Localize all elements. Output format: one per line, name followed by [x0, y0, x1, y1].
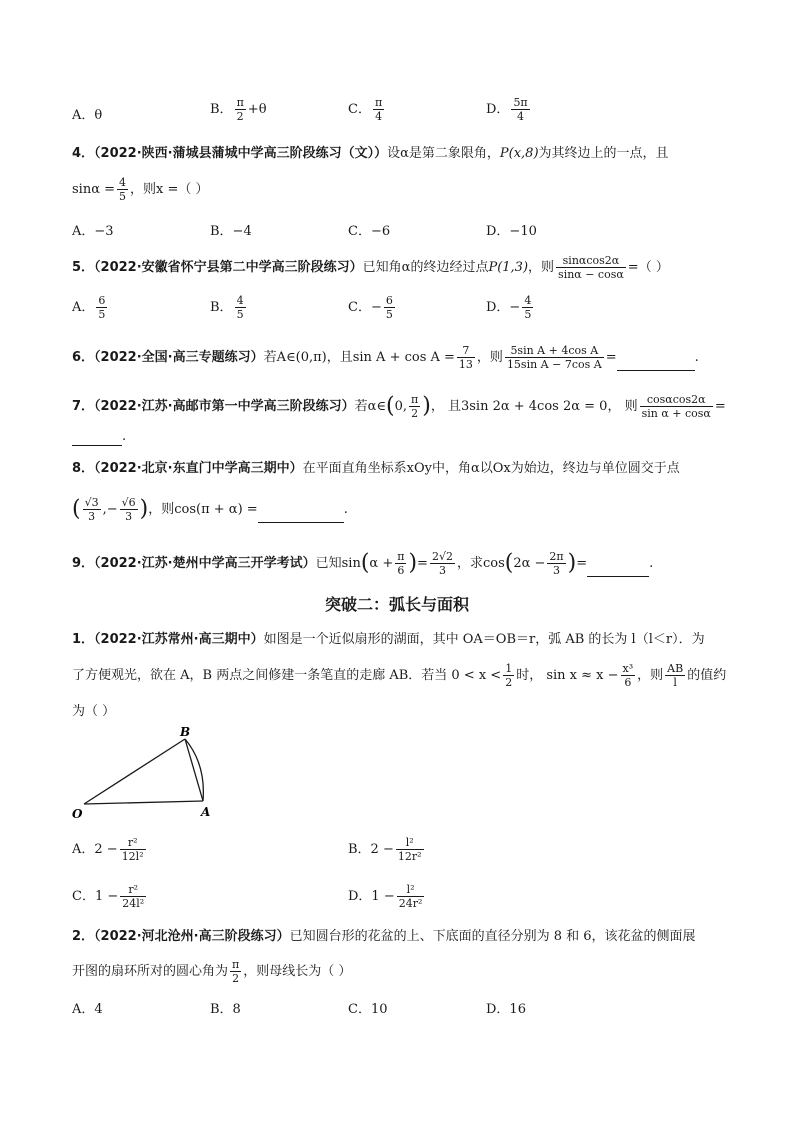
s2q1-b-num: l² [396, 836, 424, 850]
s2q1-b-den: 12r² [397, 850, 422, 863]
q3-d-num: 5π [513, 96, 528, 109]
s2q2-frac-num: π [232, 958, 240, 971]
s2q1-a-fraction [120, 836, 146, 863]
q7-number: 7． [72, 399, 95, 414]
q5-option-a[interactable] [72, 294, 109, 321]
s2q1-text1: 如图是一个近似扇形的湖面，其中 OA＝OB＝r，弧 AB 的长为 l（l＜r）．为 [263, 632, 705, 647]
label-o: O [72, 807, 83, 821]
s2q1-cond-num: 1 [505, 662, 513, 675]
q9-arg1-fraction [395, 550, 406, 577]
s2q1-c-den: 24l² [122, 897, 145, 910]
segment-ob [84, 739, 185, 804]
s2q1-line2 [72, 662, 726, 689]
s2q2-text2b: ，则母线长为（ ） [243, 964, 352, 979]
q5-option-b[interactable] [210, 294, 248, 321]
q7-paren-close: ) [422, 393, 431, 419]
s2q1-c-label: C．1 − [72, 889, 119, 904]
s2q2-option-a[interactable]: A．4 [72, 1002, 103, 1017]
q3-option-b-label: B． [210, 102, 233, 117]
q9-source: （2022·江苏·楚州中学高三开学考试） [94, 556, 316, 571]
q8-line2 [72, 496, 348, 523]
q9-arg2-den: 3 [553, 564, 561, 577]
s2q1-cond-fraction [503, 662, 514, 689]
s2q2-line2 [72, 958, 351, 985]
q5-d-num: 4 [524, 294, 532, 307]
s2q1-number: 1． [72, 632, 95, 647]
s2q1-text2a: 了方便观光，欲在 A，B 两点之间修建一条笔直的走廊 AB．若当 0 < x < [72, 668, 502, 683]
q5-c-label: C．− [348, 300, 382, 315]
q5-option-c[interactable] [348, 294, 397, 321]
s2q1-source: （2022·江苏常州·高三期中） [94, 632, 264, 647]
q9-value-fraction [430, 550, 455, 577]
q6-text1: 若A∈(0,π)，且sin A + cos A = [263, 350, 455, 365]
q4-frac-den: 5 [119, 190, 127, 203]
q9-arg2-fraction [547, 550, 565, 577]
q3-c-num: π [374, 96, 383, 109]
q9-arg1-num: π [397, 550, 405, 563]
q8-y-num: √6 [121, 496, 136, 509]
q9-arg2-pre: 2α − [513, 556, 546, 571]
s2q1-approx-num: x³ [622, 662, 634, 675]
q3-option-a-text: A．θ [72, 108, 103, 123]
section-title: 突破二：弧长与面积 [324, 595, 469, 614]
q8-y-den: 3 [125, 510, 133, 523]
s2q1-a-den: 12l² [121, 850, 144, 863]
q7-fraction [640, 393, 713, 420]
q5-c-fraction [384, 294, 395, 321]
q6-fraction1 [457, 344, 475, 371]
q7-text2: ， 且3sin 2α + 4cos 2α = 0， 则 [430, 399, 638, 414]
q9-number: 9． [72, 556, 95, 571]
q4-text1: 设α是第二象限角， [387, 146, 500, 161]
s2q2-line1 [72, 928, 696, 946]
q7-end: . [122, 429, 127, 444]
q7-text1: 若α∈ [354, 399, 387, 414]
s2q1-text2c: ，则 [637, 668, 664, 683]
q3-option-c-label: C． [348, 102, 371, 117]
q5-frac-num: sinαcos2α [556, 254, 626, 268]
s2q1-d-num: l² [397, 883, 425, 897]
q5-text2: ，则 [528, 260, 555, 275]
q5-c-num: 6 [385, 294, 393, 307]
q5-point: P(1,3) [488, 260, 529, 275]
q4-point: P(x,8) [499, 146, 539, 161]
s2q1-d-fraction [397, 883, 425, 910]
q7-interval-fraction [409, 393, 420, 420]
q5-option-d[interactable] [486, 294, 535, 321]
q8-number: 8． [72, 461, 95, 476]
s2q2-number: 2． [72, 929, 95, 944]
q5-d-fraction [522, 294, 533, 321]
q8-point-mid: ,− [102, 502, 118, 517]
q9-eq: = [417, 556, 428, 571]
q3-b-den: 2 [236, 110, 244, 123]
q9-line [72, 550, 653, 577]
q5-number: 5． [72, 260, 95, 275]
q5-a-num: 6 [98, 294, 106, 307]
q3-option-b-post: +θ [247, 102, 267, 117]
s2q1-text3: 为（ ） [72, 704, 116, 719]
q8-paren-close: ) [139, 496, 149, 522]
q4-source: （2022·陕西·蒲城县蒲城中学高三阶段练习（文）） [94, 146, 388, 161]
s2q2-fraction [230, 958, 241, 985]
s2q2-option-d[interactable]: D．16 [486, 1002, 526, 1017]
q8-end: . [343, 502, 348, 517]
label-a: A [201, 805, 211, 819]
q9-answer-blank[interactable] [587, 576, 649, 577]
q7-source: （2022·江苏·高邮市第一中学高三阶段练习） [94, 399, 355, 414]
s2q1-a-num: r² [120, 836, 146, 850]
q6-frac1-den: 13 [458, 358, 473, 371]
q4-number: 4． [72, 146, 95, 161]
q7-text3: = [714, 399, 726, 414]
q8-line1 [72, 460, 680, 478]
q3-b-num: π [236, 96, 244, 109]
q9-paren1-close: ) [408, 550, 418, 576]
q3-option-d-label: D． [486, 102, 510, 117]
q5-text3: =（ ） [627, 260, 669, 275]
s2q1-line1 [72, 631, 705, 649]
q7-frac-den: sin α + cosα [641, 407, 711, 420]
sector-figure [70, 726, 220, 822]
q4-fraction [117, 176, 128, 203]
q3-option-a[interactable] [72, 104, 102, 123]
s2q1-d-label: D．1 − [348, 889, 395, 904]
q8-point-x [83, 496, 101, 523]
s2q1-b-label: B．2 − [348, 842, 394, 857]
s2q2-frac-den: 2 [232, 972, 240, 985]
q9-val-den: 3 [438, 564, 446, 577]
q3-option-d[interactable] [486, 96, 532, 123]
q4-line1 [72, 145, 669, 163]
q9-arg2-num: 2π [549, 550, 564, 563]
q8-text1: 在平面直角坐标系xOy中，角α以Ox为始边，终边与单位圆交于点 [302, 461, 680, 476]
q3-option-c[interactable] [348, 96, 386, 123]
s2q2-text2a: 开图的扇环所对的圆心角为 [72, 964, 229, 979]
q9-arg1-pre: α + [369, 556, 394, 571]
q5-b-label: B． [210, 300, 233, 315]
s2q1-c-fraction [120, 883, 146, 910]
q8-source: （2022·北京·东直门中学高三期中） [94, 461, 303, 476]
q5-text1: 已知角α的终边经过点 [362, 260, 489, 275]
q8-x-den: 3 [88, 510, 96, 523]
q7-line2 [72, 428, 126, 446]
q5-c-den: 5 [385, 308, 393, 321]
s2q2-text1: 已知圆台形的花盆的上、下底面的直径分别为 8 和 6，该花盆的侧面展 [289, 929, 696, 944]
q9-paren2-open: ( [504, 550, 514, 576]
q8-paren-open: ( [72, 496, 81, 522]
q4-line2 [72, 176, 209, 203]
q6-frac2-num: 5sin A + 4cos A [505, 344, 604, 358]
s2q1-a-label: A．2 − [72, 842, 118, 857]
q8-text2: ，则cos(π + α) = [148, 502, 258, 517]
q5-a-den: 5 [98, 308, 106, 321]
q9-paren2-close: ) [567, 550, 577, 576]
q3-d-den: 4 [517, 110, 525, 123]
q5-source: （2022·安徽省怀宁县第二中学高三阶段练习） [94, 260, 363, 275]
segment-oa [84, 801, 203, 804]
q9-text1: 已知sin [315, 556, 361, 571]
q7-interval-num: π [411, 393, 419, 406]
q4-option-c[interactable]: C．−6 [348, 224, 391, 239]
s2q1-ratio-num: AB [667, 662, 684, 675]
q5-line [72, 254, 669, 281]
s2q2-option-c[interactable]: C．10 [348, 1002, 388, 1017]
q6-source: （2022·全国·高三专题练习） [94, 350, 264, 365]
q5-d-label: D．− [486, 300, 521, 315]
q3-option-d-fraction [511, 96, 529, 123]
q3-option-c-fraction [373, 96, 384, 123]
s2q1-b-fraction [396, 836, 424, 863]
s2q1-c-num: r² [120, 883, 146, 897]
q7-line [72, 393, 726, 420]
q4-frac-num: 4 [119, 176, 127, 189]
q5-b-den: 5 [236, 308, 244, 321]
s2q1-option-b[interactable] [348, 836, 426, 863]
q3-c-den: 4 [375, 110, 383, 123]
q8-answer-blank[interactable] [258, 522, 344, 523]
q3-option-b-fraction [235, 96, 246, 123]
s2q2-source: （2022·河北沧州·高三阶段练习） [94, 929, 290, 944]
q8-point-y [120, 496, 138, 523]
q6-frac2-den: 15sin A − 7cos A [506, 358, 602, 371]
q7-frac-num: cosαcos2α [640, 393, 713, 407]
q7-interval-den: 2 [411, 407, 419, 420]
q6-line [72, 344, 699, 371]
q9-val-num: 2√2 [431, 550, 453, 563]
q5-d-den: 5 [524, 308, 532, 321]
q9-text2: ，求cos [456, 556, 505, 571]
s2q1-text2b: 时， sin x ≈ x − [516, 668, 619, 683]
s2q1-option-a[interactable] [72, 836, 148, 863]
s2q1-option-c[interactable] [72, 883, 148, 910]
q4-text2: 为其终边上的一点，且 [538, 146, 669, 161]
q5-a-label: A． [72, 300, 95, 315]
q4-option-b[interactable]: B．−4 [210, 224, 252, 239]
s2q1-ratio-fraction [665, 662, 685, 689]
q5-frac-den: sinα − cosα [558, 268, 624, 281]
s2q1-cond-den: 2 [505, 676, 513, 689]
q5-a-fraction [96, 294, 107, 321]
s2q2-option-b[interactable]: B．8 [210, 1002, 241, 1017]
q4-option-d[interactable]: D．−10 [486, 224, 537, 239]
q9-paren1-open: ( [360, 550, 370, 576]
s2q1-ratio-den: l [673, 676, 677, 689]
q7-interval-left: 0, [394, 399, 408, 414]
q7-answer-blank[interactable] [72, 433, 122, 446]
s2q1-line3 [72, 703, 115, 721]
q6-fraction2 [505, 344, 604, 371]
q4-text3: ，则x =（ ） [130, 182, 209, 197]
q5-fraction [556, 254, 626, 281]
q9-arg1-den: 6 [397, 564, 405, 577]
s2q1-approx-fraction [621, 662, 636, 689]
q6-text2: ，则 [476, 350, 503, 365]
q6-text3: = [605, 350, 617, 365]
q9-text3: = [576, 556, 588, 571]
s2q1-option-d[interactable] [348, 883, 426, 910]
q6-answer-blank[interactable] [617, 370, 695, 371]
q3-option-b[interactable] [210, 96, 267, 123]
q6-end: . [694, 350, 699, 365]
q5-b-fraction [235, 294, 246, 321]
label-b: B [180, 726, 191, 739]
q4-option-a[interactable]: A．−3 [72, 224, 114, 239]
q4-sin: sinα = [72, 182, 116, 197]
s2q1-approx-den: 6 [624, 676, 632, 689]
s2q1-text2d: 的值约 [687, 668, 727, 683]
q5-b-num: 4 [236, 294, 244, 307]
q6-frac1-num: 7 [457, 344, 475, 358]
q9-end: . [649, 556, 654, 571]
q7-paren-open: ( [386, 393, 395, 419]
q8-x-num: √3 [84, 496, 99, 509]
q6-number: 6． [72, 350, 95, 365]
s2q1-d-den: 24r² [398, 897, 423, 910]
